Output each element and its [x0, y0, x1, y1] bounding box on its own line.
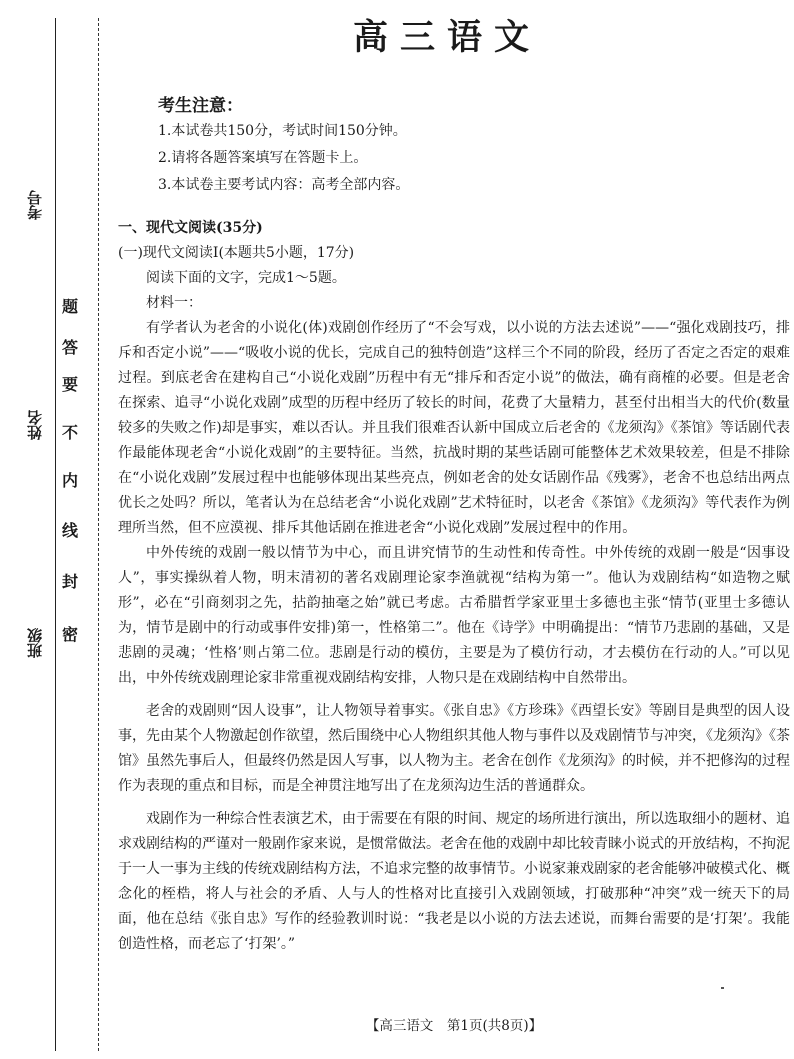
notice-item: 1.本试卷共150分，考试时间150分钟。 — [158, 123, 407, 139]
seal-char: 不 — [61, 423, 78, 442]
name-field — [22, 410, 48, 440]
material-paragraph: 戏剧作为一种综合性表演艺术，由于需要在有限的时间、规定的场所进行演出，所以选取细小的题材、追求戏剧结构的严谨对一般剧作家来说，是惯常做法。老舍在他的戏剧中却比较青睐小说式的开放结构，不拘泥于一人一事为主线的传统戏剧结构方法，不追求完整的故事情节。小说家兼戏剧家的老舍能够冲破模式化、概念化的桎梏，将人与社会的矛盾、人与人的性格对比直接引入戏剧领域，打破那种“冲突”戏一统天下的局面，他在总结《张自忠》写作的经验教训时说：“我老是以小说的方法去述说，而舞台需要的是‘打架’。我能创造性格，而老忘了‘打架’。” — [118, 811, 790, 952]
material-paragraph: 老舍的戏剧则“因人设事”，让人物领导着事实。《张自忠》《方珍珠》《西望长安》等剧目是典型的因人设事，先由某个人物激起创作欲望，然后围绕中心人物组织其他人物与事件以及戏剧情节与冲突，《龙须沟》《茶馆》虽然先事后人，但最终仍然是因人写事，以人物为主。老舍在创作《龙须沟》的时候，并不把修沟的过程作为表现的重点和目标，而是全神贯注地写出了在龙须沟边生活的普通群众。 — [118, 703, 790, 794]
seal-char: 密 — [61, 625, 78, 644]
name-label: 姓名 — [25, 410, 44, 440]
binding-line-inner — [98, 18, 99, 1051]
reading-instruction: 阅读下面的文字，完成1～5题。 — [146, 270, 346, 286]
material-paragraph: 有学者认为老舍的小说化(体)戏剧创作经历了“不会写戏，以小说的方法去述说”——“强化戏剧技巧，排斥和否定小说”——“吸收小说的优长，完成自己的独特创造”这样三个不同的阶段，经历了否定之否定的艰难过程。到底老舍在建构自己“小说化戏剧”历程中有无“排斥和否定小说”的做法，确有商榷的必要。但是老舍在探索、追寻“小说化戏剧”成型的历程中经历了较长的时间，花费了大量精力，甚至付出相当大的代价(数量较多的失败之作)却是事实，难以否认。并且我们很难否认新中国成立后老舍的《龙须沟》《茶馆》等话剧代表作最能体现老舍“小说化戏剧”的主要特征。当然，抗战时期的某些话剧可能整体艺术效果较差，但是不排除在“小说化戏剧”发展过程中也能够体现出某些亮点，例如老舍的处女话剧作品《残雾》，老舍不也总结出两点优长之处吗？所以，笔者认为在总结老舍“小说化戏剧”艺术特征时，以老舍《茶馆》《龙须沟》等代表作为例理所当然，但不应漠视、排斥其他话剧在推进老舍“小说化戏剧”发展过程中的作用。 — [118, 320, 790, 536]
notice-item: 2.请将各题答案填写在答题卡上。 — [158, 150, 368, 166]
notice-item: 3.本试卷主要考试内容：高考全部内容。 — [158, 177, 410, 193]
material-label: 材料一： — [146, 295, 202, 311]
section-heading: 一、现代文阅读(35分) — [118, 220, 263, 236]
binding-line-outer — [55, 18, 56, 1051]
reading-section — [118, 216, 790, 957]
exam-number-label: 考号 — [25, 190, 44, 220]
exam-notice — [158, 94, 409, 199]
page-title: 高三语文 — [352, 18, 541, 58]
seal-char: 要 — [61, 375, 78, 394]
page-footer: 【高三语文 第1页(共8页)】 — [365, 1018, 543, 1034]
seal-char: 线 — [61, 521, 78, 540]
class-field — [22, 628, 48, 658]
notice-heading: 考生注意： — [158, 96, 243, 116]
seal-char: 内 — [61, 471, 78, 490]
seal-notice — [58, 290, 82, 660]
exam-number-field — [22, 190, 48, 220]
seal-char: 答 — [61, 338, 78, 357]
scan-mark — [721, 987, 724, 989]
seal-char: 封 — [61, 572, 78, 591]
seal-char: 题 — [61, 297, 78, 316]
subsection-heading: (一)现代文阅读Ⅰ(本题共5小题，17分) — [118, 245, 355, 261]
material-paragraph: 中外传统的戏剧一般以情节为中心，而且讲究情节的生动性和传奇性。中外传统的戏剧一般是“因事设人”，事实操纵着人物，明末清初的著名戏剧理论家李渔就视“结构为第一”。他认为戏剧结构“如造物之赋形”，必在“引商刻羽之先，拈韵抽毫之始”就已考虑。古希腊哲学家亚里士多德也主张“情节(亚里士多德认为，情节是剧中的行动或事件安排)第一，性格第二”。他在《诗学》中明确提出：“情节乃悲剧的基础，又是悲剧的灵魂；‘性格’则占第二位。悲剧是行动的模仿，主要是为了模仿行动，才去模仿在行动的人。”可以见出，中外传统戏剧理论家非常重视戏剧结构安排，人物只是在戏剧结构中自然带出。 — [118, 545, 790, 686]
class-label: 班级 — [25, 628, 44, 658]
